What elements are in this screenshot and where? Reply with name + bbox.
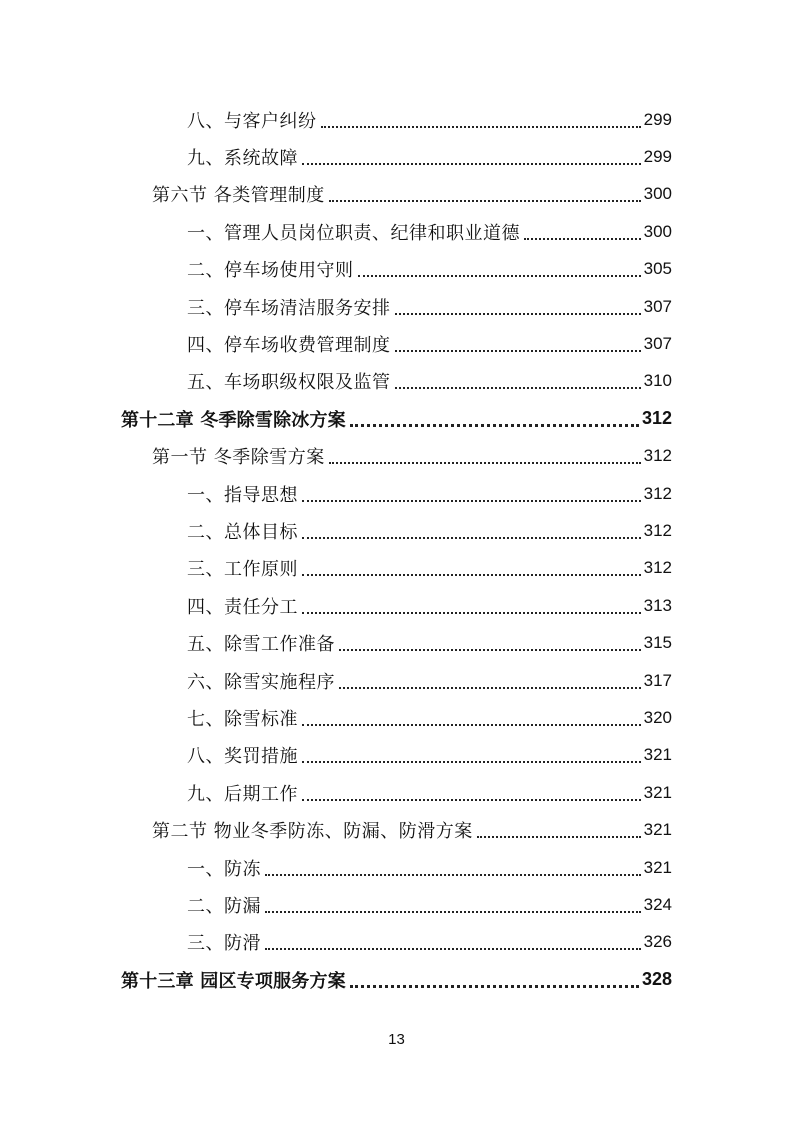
toc-entry-title: 九、后期工作 — [187, 783, 298, 805]
toc-entry-title: 五、车场职级权限及监管 — [187, 372, 391, 394]
toc-section[interactable] — [0, 438, 793, 475]
dot-leader — [339, 687, 641, 689]
dot-leader — [302, 574, 641, 576]
toc-entry-title: 二、总体目标 — [187, 521, 298, 543]
toc-entry-title: 第十三章 园区专项服务方案 — [121, 970, 346, 992]
toc-entry-title: 第一节 冬季除雪方案 — [152, 447, 325, 469]
toc-entry-title: 二、防漏 — [187, 895, 261, 917]
toc-entry-page: 310 — [643, 371, 672, 391]
toc-item[interactable] — [0, 886, 793, 923]
toc-entry-title: 一、防冻 — [187, 858, 261, 880]
toc-item[interactable] — [0, 699, 793, 736]
toc-entry-title: 三、工作原则 — [187, 559, 298, 581]
toc-entry-title: 一、指导思想 — [187, 484, 298, 506]
toc-entry-title: 一、管理人员岗位职责、纪律和职业道德 — [187, 222, 520, 244]
dot-leader — [339, 649, 641, 651]
toc-entry-page: 299 — [643, 109, 672, 129]
toc-entry-title: 六、除雪实施程序 — [187, 671, 335, 693]
dot-leader — [302, 724, 641, 726]
toc-item[interactable] — [0, 138, 793, 175]
dot-leader — [395, 313, 641, 315]
toc-entry-page: 312 — [641, 408, 672, 429]
dot-leader — [302, 500, 641, 502]
toc-item[interactable] — [0, 737, 793, 774]
toc-item[interactable] — [0, 662, 793, 699]
dot-leader — [265, 948, 641, 950]
toc-entry-title: 第六节 各类管理制度 — [152, 185, 325, 207]
toc-entry-title: 五、除雪工作准备 — [187, 634, 335, 656]
dot-leader — [329, 462, 641, 464]
dot-leader — [302, 537, 641, 539]
toc-section[interactable] — [0, 811, 793, 848]
dot-leader — [358, 275, 641, 277]
dot-leader — [302, 163, 641, 165]
dot-leader — [395, 350, 641, 352]
table-of-contents — [0, 101, 793, 998]
toc-entry-title: 第二节 物业冬季防冻、防漏、防滑方案 — [152, 821, 473, 843]
toc-item[interactable] — [0, 325, 793, 362]
toc-entry-page: 312 — [643, 483, 672, 503]
dot-leader — [395, 387, 641, 389]
toc-entry-page: 299 — [643, 147, 672, 167]
toc-section[interactable] — [0, 176, 793, 213]
toc-item[interactable] — [0, 363, 793, 400]
toc-entry-page: 321 — [643, 857, 672, 877]
toc-entry-page: 321 — [643, 782, 672, 802]
dot-leader — [265, 911, 641, 913]
toc-entry-title: 四、责任分工 — [187, 596, 298, 618]
dot-leader — [524, 238, 641, 240]
toc-item[interactable] — [0, 624, 793, 661]
toc-entry-title: 第十二章 冬季除雪除冰方案 — [121, 409, 346, 431]
toc-entry-page: 312 — [643, 520, 672, 540]
toc-entry-page: 324 — [643, 894, 672, 914]
dot-leader — [350, 424, 639, 427]
dot-leader — [477, 836, 641, 838]
toc-chapter[interactable] — [0, 961, 793, 998]
toc-entry-page: 300 — [643, 184, 672, 204]
dot-leader — [265, 874, 641, 876]
toc-item[interactable] — [0, 251, 793, 288]
toc-item[interactable] — [0, 924, 793, 961]
toc-entry-page: 313 — [643, 595, 672, 615]
toc-entry-title: 七、除雪标准 — [187, 708, 298, 730]
toc-entry-page: 317 — [643, 670, 672, 690]
toc-item[interactable] — [0, 849, 793, 886]
dot-leader — [302, 761, 641, 763]
toc-entry-page: 300 — [643, 221, 672, 241]
toc-entry-page: 328 — [641, 969, 672, 990]
dot-leader — [302, 612, 641, 614]
dot-leader — [321, 126, 641, 128]
toc-item[interactable] — [0, 288, 793, 325]
toc-entry-page: 326 — [643, 932, 672, 952]
toc-entry-title: 三、停车场清洁服务安排 — [187, 297, 391, 319]
toc-entry-page: 321 — [643, 745, 672, 765]
toc-item[interactable] — [0, 475, 793, 512]
toc-entry-title: 八、奖罚措施 — [187, 746, 298, 768]
toc-entry-page: 320 — [643, 707, 672, 727]
toc-entry-title: 九、系统故障 — [187, 148, 298, 170]
toc-entry-title: 三、防滑 — [187, 933, 261, 955]
toc-item[interactable] — [0, 550, 793, 587]
toc-item[interactable] — [0, 101, 793, 138]
dot-leader — [329, 200, 641, 202]
toc-item[interactable] — [0, 213, 793, 250]
page-number: 13 — [388, 1031, 405, 1048]
dot-leader — [350, 985, 639, 988]
toc-entry-page: 307 — [643, 296, 672, 316]
toc-entry-title: 八、与客户纠纷 — [187, 110, 317, 132]
toc-item[interactable] — [0, 512, 793, 549]
toc-entry-title: 二、停车场使用守则 — [187, 260, 354, 282]
toc-entry-page: 307 — [643, 334, 672, 354]
toc-entry-page: 312 — [643, 446, 672, 466]
toc-item[interactable] — [0, 587, 793, 624]
toc-entry-page: 321 — [643, 820, 672, 840]
toc-entry-page: 312 — [643, 558, 672, 578]
toc-item[interactable] — [0, 774, 793, 811]
toc-entry-page: 315 — [643, 633, 672, 653]
dot-leader — [302, 799, 641, 801]
toc-entry-page: 305 — [643, 259, 672, 279]
toc-entry-title: 四、停车场收费管理制度 — [187, 335, 391, 357]
toc-chapter[interactable] — [0, 400, 793, 437]
